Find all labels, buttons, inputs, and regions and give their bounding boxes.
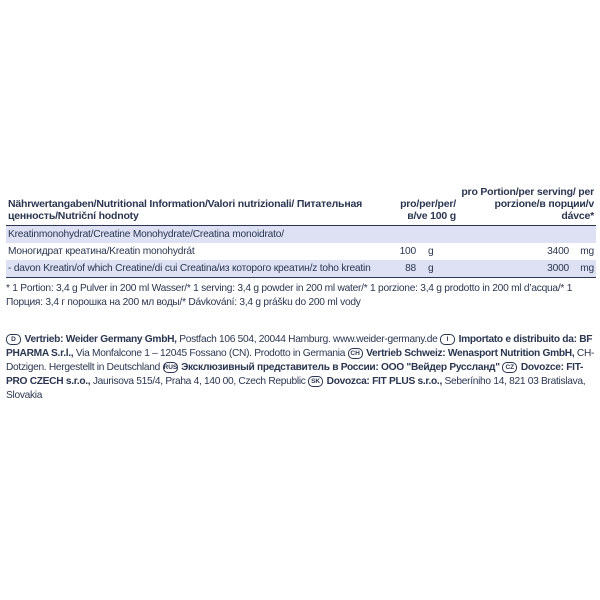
country-badge-ru: RUS — [163, 364, 178, 371]
header-name: Nährwertangaben/Nutritional Information/Valori nutrizionali/ Питательная ценность/Nutriční hodnoty — [8, 198, 363, 222]
row-name: Моногидрат креатина/Kreatin monohydrát — [8, 246, 195, 257]
row-unit-portion — [571, 226, 596, 243]
distributor-address-it: Via Monfalcone 1 – 12045 Fossano (CN). Prodotto in Germania — [75, 348, 346, 359]
row-value-portion: 3400 — [547, 246, 570, 257]
row-name: Kreatinmonohydrat/Creatine Monohydrate/Creatina monoidrato/ — [6, 226, 384, 243]
country-badge-sk: SK — [308, 376, 323, 387]
nutrition-label — [6, 186, 596, 403]
country-badge-ch: CH — [348, 348, 363, 359]
distributor-company-cz: FIT-PRO CZECH s.r.o., — [6, 362, 584, 387]
distributor-label-sk: Dovozca: — [326, 376, 370, 387]
distributor-label-ch: Vertrieb Schweiz: — [366, 348, 446, 359]
table-row — [6, 226, 596, 243]
country-badge-cz: CZ — [502, 362, 517, 373]
row-unit-portion: mg — [571, 260, 596, 278]
distributor-address-cz: Jaurisova 515/4, Praha 4, 140 00, Czech Republic — [92, 376, 306, 387]
row-value-portion: 3000 — [458, 260, 571, 278]
row-value-100g: 88 — [384, 260, 418, 278]
distributor-company-de: Weider Germany GmbH, — [65, 334, 177, 345]
row-unit-100g: g — [428, 246, 434, 257]
row-name: - davon Kreatin/of which Creatine/di cui Creatina/из которого креатин/z toho kreatin — [6, 260, 384, 278]
country-badge-de: D — [6, 334, 21, 345]
country-badge-it: I — [440, 334, 455, 345]
distributor-company-sk: FIT PLUS s.r.o., — [372, 376, 442, 387]
distributor-company-ch: Wenasport Nutrition GmbH, — [447, 348, 575, 359]
header-per-portion: pro Portion/per serving/ per porzione/в порции/v dávce* — [461, 186, 595, 222]
table-row — [6, 243, 596, 260]
row-unit-portion: mg — [580, 246, 595, 257]
distribution-info — [6, 333, 596, 403]
row-unit-100g: g — [418, 260, 458, 278]
table-bottom-divider — [6, 278, 596, 279]
row-unit-100g — [418, 226, 458, 243]
serving-footnote: * 1 Portion: 3,4 g Pulver in 200 ml Wasser/* 1 serving: 3,4 g powder in 200 ml water/* 1 porzione: 3,4 g prodotto in 200 ml d’acqua/* 1 Порция: 3,4 г порошка на 200 мл воды/* Dávkování: 3,4 g prášku do 200 ml vody — [6, 283, 573, 308]
row-value-portion — [458, 226, 571, 243]
row-value-100g: 100 — [399, 246, 416, 257]
distributor-address-sk: Seberíniho 14, 821 03 Bratislava, Slovakia — [6, 376, 586, 401]
distributor-label-it: Importato e distribuito da: BF PHARMA S.r.l., — [6, 334, 593, 359]
table-row — [6, 260, 596, 278]
distributor-address-de: Postfach 106 504, 20044 Hamburg. www.weider-germany.de — [179, 334, 438, 345]
nutrition-table — [6, 186, 596, 278]
distributor-label-ru: Эксклюзивный представитель в России: — [181, 362, 379, 373]
distributor-label-de: Vertrieb: — [24, 334, 64, 345]
distributor-address-ch: CH-Dotzigen. Hergestellt in Deutschland — [6, 348, 595, 373]
header-per-100g: pro/per/per/ в/ve 100 g — [400, 198, 457, 222]
row-value-100g — [384, 226, 418, 243]
distributor-label-cz: Dovozce: — [520, 362, 564, 373]
distributor-company-ru: ООО "Вейдер Руссланд" — [381, 362, 500, 373]
table-header-row — [6, 186, 596, 226]
